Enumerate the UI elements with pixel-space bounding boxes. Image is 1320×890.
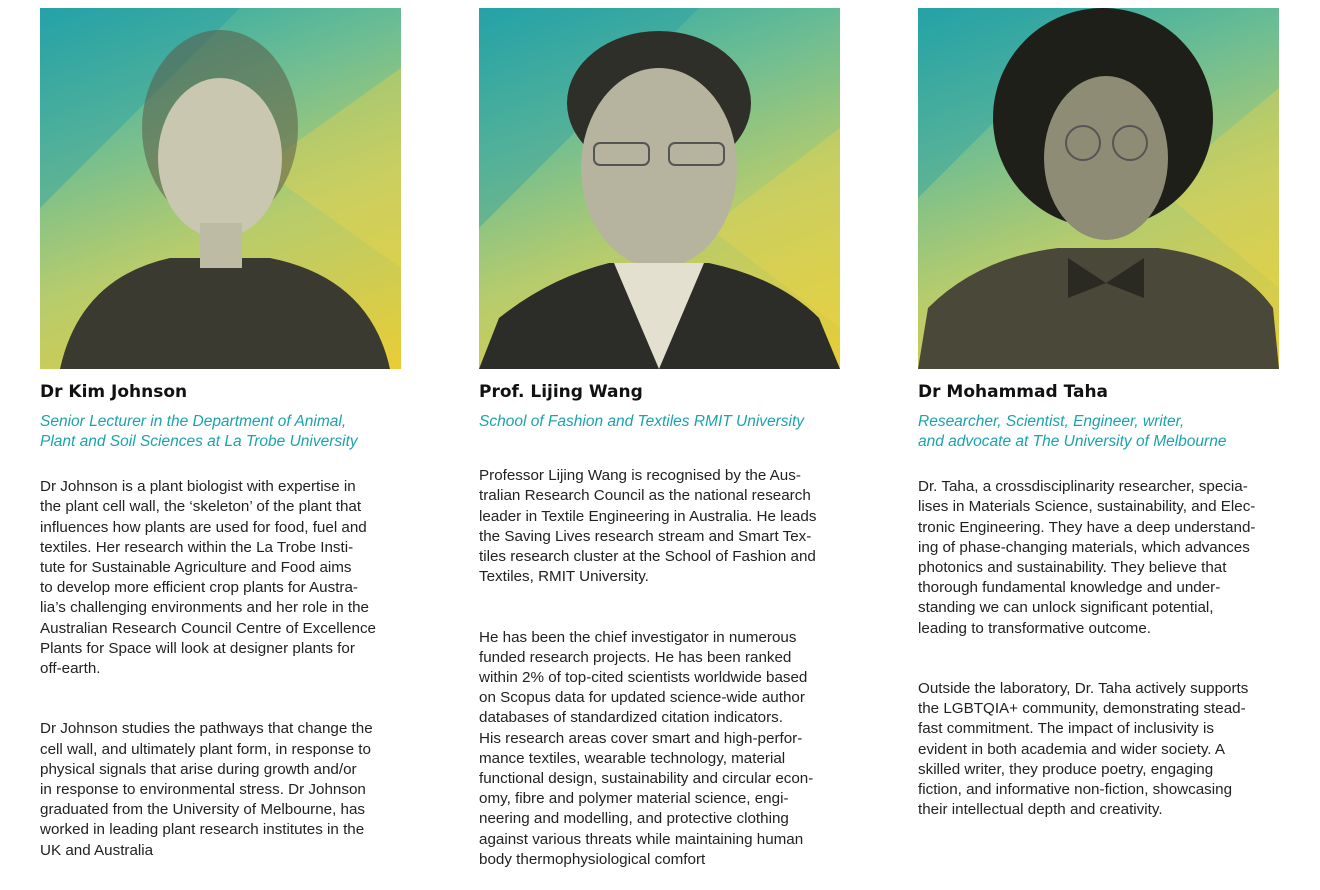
- person-role: Researcher, Scientist, Engineer, writer, and advocate at The University of Melbourne: [918, 413, 1227, 450]
- bio-paragraph: Dr Johnson studies the pathways that change the cell wall, and ultimately plant form, in response to physical signals that arise during growth and/or in response to environmental stress. Dr Johnson graduated from the University of Melbourne, has worked in leading plant research institutes in the UK and Australia: [40, 720, 373, 859]
- person-role: Senior Lecturer in the Department of Animal, Plant and Soil Sciences at La Trobe University: [40, 413, 358, 450]
- person-bio: [40, 457, 402, 881]
- bio-paragraph: He has been the chief investigator in numerous funded research projects. He has been ranked within 2% of top-cited scientists worldwide based on Scopus data for updated science-wide author databases of standardized citation indicators. His research areas cover smart and high-perfor- mance textiles, wearable technology, material functional design, sustainability and circular econ- omy, fibre and polymer material science, engi- neering and modelling, and protective clothing against various threats while maintaining human body thermophysiological comfort: [479, 628, 814, 868]
- profile-card-mohammad-taha: [918, 8, 1280, 841]
- bio-paragraph: Dr Johnson is a plant biologist with expertise in the plant cell wall, the ‘skeleton’ of the plant that influences how plants are used for food, fuel and textiles. Her research within the La Trobe Insti- tute for Sustainable Agriculture and Food aims to develop more efficient crop plants for Austra- lia’s challenging environments and her role in the Australian Research Council Centre of Excellence Plants for Space will look at designer plants for off-earth.: [40, 478, 376, 678]
- bio-paragraph: Professor Lijing Wang is recognised by the Aus- tralian Research Council as the national research leader in Textile Engineering in Australia. He leads the Saving Lives research stream and Smart Tex- tiles research cluster at the School of Fashion and Textiles, RMIT University.: [479, 467, 817, 586]
- bio-paragraph: Dr. Taha, a crossdisciplinarity researcher, specia- lises in Materials Science, sustainability, and Elec- tronic Engineering. They have a deep understand- ing of phase-changing materials, which advances photonics and sustainability. They believe that thorough fundamental knowledge and under- standing we can unlock significant potential, leading to transformative outcome.: [918, 478, 1256, 637]
- portrait-photo: [918, 8, 1279, 369]
- bio-paragraph: Outside the laboratory, Dr. Taha actively supports the LGBTQIA+ community, demonstrating stead- fast commitment. The impact of inclusivity is evident in both academia and wider society. A skilled writer, they produce poetry, engaging fiction, and informative non-fiction, showcasing their intellectual depth and creativity.: [918, 680, 1249, 819]
- person-bio: [479, 446, 841, 890]
- person-name: Dr Mohammad Taha: [918, 382, 1109, 402]
- person-name: Dr Kim Johnson: [40, 382, 188, 402]
- portrait-photo: [479, 8, 840, 369]
- person-bio: [918, 457, 1280, 841]
- person-name: Prof. Lijing Wang: [479, 382, 643, 402]
- profile-card-lijing-wang: [479, 8, 841, 890]
- portrait-photo: [40, 8, 401, 369]
- person-role: School of Fashion and Textiles RMIT University: [479, 413, 805, 430]
- profile-card-kim-johnson: [40, 8, 402, 881]
